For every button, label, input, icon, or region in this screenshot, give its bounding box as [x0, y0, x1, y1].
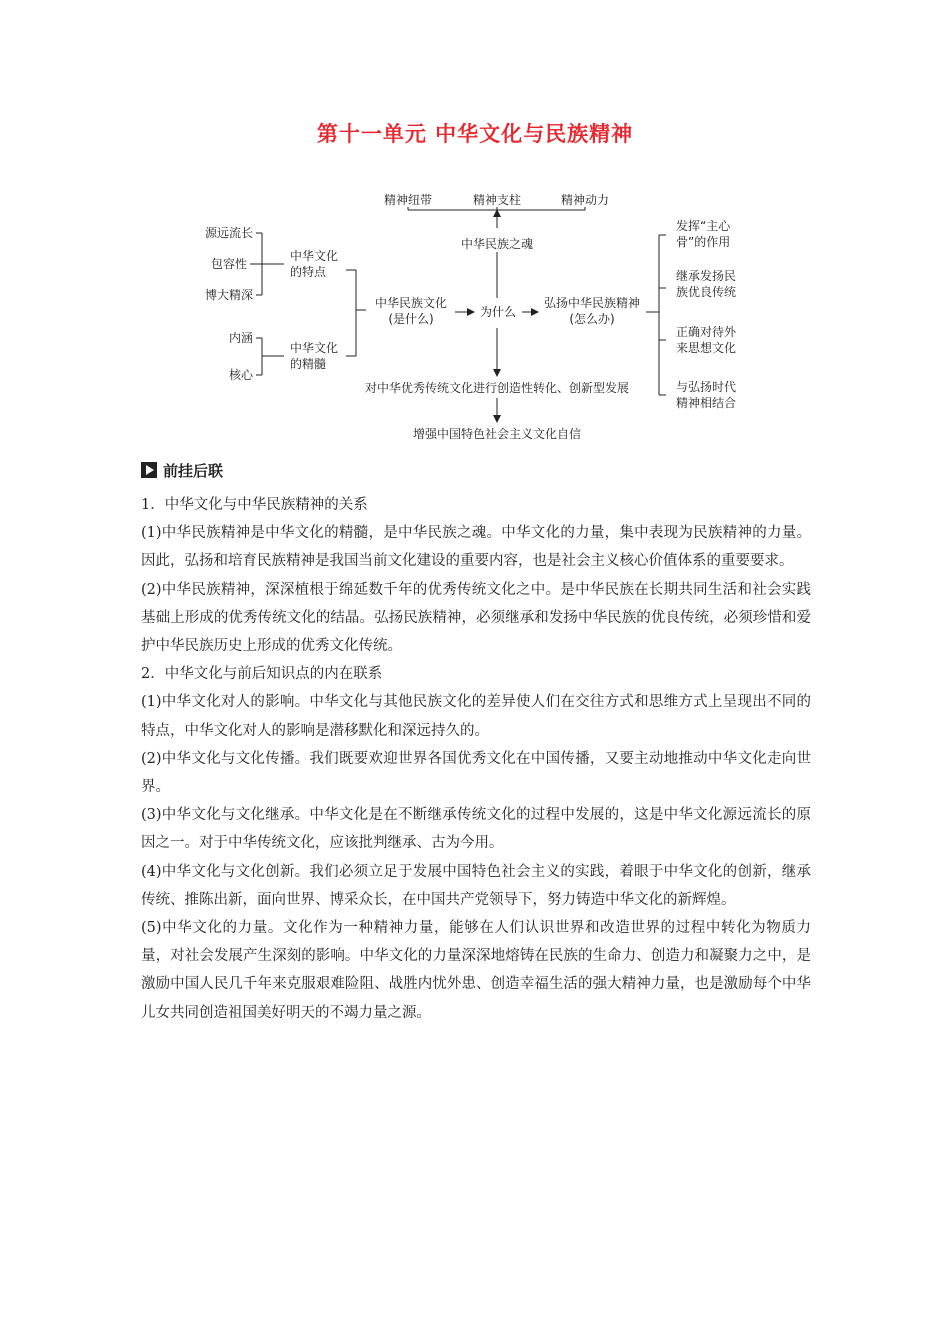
section-heading-text: 前挂后联 [163, 461, 224, 480]
bottom-node-2: 增强中国特色社会主义文化自信 [412, 427, 582, 441]
paragraph-7: (3)中华文化与文化继承。中华文化是在不断继承传统文化的过程中发展的，这是中华文化源远流长的原因之一。对于中华传统文化，应该批判继承、古为今用。 [141, 807, 811, 852]
culture-node-line1: 中华民族文化 [374, 296, 448, 310]
paragraph-8: (4)中华文化与文化创新。我们必须立足于发展中国特色社会主义的实践，着眼于中华文化的创新，继承传统、推陈出新，面向世界、博采众长，在中国共产党领导下，努力铸造中华文化的新辉煌。 [141, 863, 811, 908]
left2-label-line1: 中华文化 [290, 341, 339, 355]
left1-label-line2: 的特点 [290, 265, 327, 279]
body-text [141, 491, 811, 1027]
paragraph-6: (2)中华文化与文化传播。我们既要欢迎世界各国优秀文化在中国传播，又要主动地推动中华文化走向世界。 [141, 750, 811, 796]
left1-item-1: 源远流长 [204, 226, 253, 240]
left1-item-3: 博大精深 [204, 288, 253, 302]
left2-label-line2: 的精髓 [290, 357, 327, 371]
right-item-2-line1: 继承发扬民 [676, 269, 737, 283]
left1-item-2: 包容性 [210, 257, 247, 271]
paragraph-3: (2)中华民族精神，深深植根于绵延数千年的优秀传统文化之中。是中华民族在长期共同生活和社会实践基础上形成的优秀传统文化的结晶。弘扬民族精神，必须继承和发扬中华民族的优良传统，必须珍惜和爱护中华民族历史上形成的优秀文化传统。 [141, 581, 811, 655]
right-item-2-line2: 族优良传统 [676, 285, 737, 299]
top-node-1: 精神纽带 [383, 193, 433, 207]
spirit-node-line2: (怎么办) [569, 312, 615, 326]
right-item-3-line2: 来思想文化 [676, 341, 737, 355]
right-item-3-line1: 正确对待外 [676, 325, 737, 339]
culture-node-line2: (是什么) [388, 312, 434, 326]
left2-item-1: 内涵 [228, 331, 253, 345]
left1-label-line1: 中华文化 [290, 249, 339, 263]
concept-map [0, 180, 950, 445]
spirit-node-line1: 弘扬中华民族精神 [543, 296, 641, 310]
page-title: 第十一单元 中华文化与民族精神 [316, 122, 634, 146]
soul-node: 中华民族之魂 [460, 237, 534, 251]
why-node: 为什么 [479, 305, 517, 319]
left2-item-2: 核心 [228, 368, 253, 382]
top-node-3: 精神动力 [560, 193, 610, 207]
section-heading [141, 458, 223, 482]
top-node-2: 精神支柱 [472, 193, 522, 207]
right-item-1-line2: 骨”的作用 [676, 235, 731, 249]
bottom-node-1: 对中华优秀传统文化进行创造性转化、创新型发展 [364, 381, 630, 395]
paragraph-9: (5)中华文化的力量。文化作为一种精神力量，能够在人们认识世界和改造世界的过程中转化为物质力量，对社会发展产生深刻的影响。中华文化的力量深深地熔铸在民族的生命力、创造力和凝聚力之中，是激励中国人民几千年来克服艰难险阻、战胜内忧外患、创造幸福生活的强大精神力量，也是激励每个中华儿女共同创造祖国美好明天的不竭力量之源。 [141, 920, 811, 1021]
paragraph-4: 2．中华文化与前后知识点的内在联系 [141, 666, 383, 683]
right-item-4-line1: 与弘扬时代 [676, 380, 737, 394]
right-item-4-line2: 精神相结合 [676, 396, 737, 410]
paragraph-5: (1)中华文化对人的影响。中华文化与其他民族文化的差异使人们在交往方式和思维方式上呈现出不同的特点，中华文化对人的影响是潜移默化和深远持久的。 [141, 694, 811, 739]
play-triangle-icon [141, 462, 157, 478]
paragraph-1: 1．中华文化与中华民族精神的关系 [141, 497, 368, 513]
right-item-1-line1: 发挥“主心 [676, 219, 731, 233]
paragraph-2: (1)中华民族精神是中华文化的精髓，是中华民族之魂。中华文化的力量，集中表现为民族精神的力量。因此，弘扬和培育民族精神是我国当前文化建设的重要内容，也是社会主义核心价值体系的重要要求。 [141, 525, 811, 570]
